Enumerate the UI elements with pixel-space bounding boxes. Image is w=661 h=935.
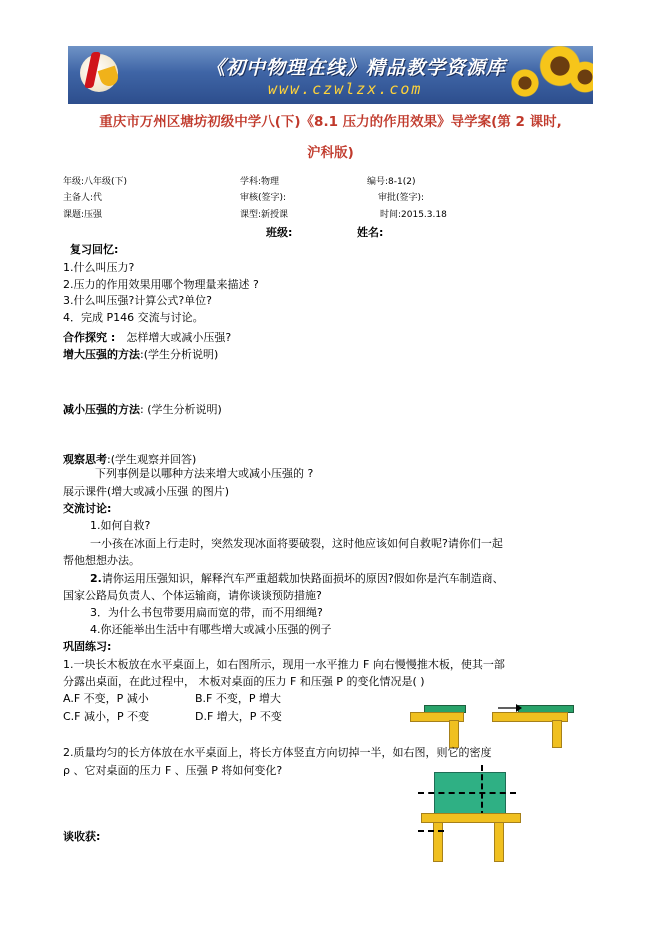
meta-topic: 课题:压强 xyxy=(63,210,103,220)
document-title-line2: 沪科版) xyxy=(307,145,354,161)
practice-p1-a: 1.一块长木板放在水平桌面上，如右图所示，现用一水平推力 F 向右慢慢推木板，使其一部 xyxy=(63,658,505,671)
discussion-q1: 1.如何自救? xyxy=(90,519,151,532)
practice-p2-a: 2.质量均匀的长方体放在水平桌面上，将长方体竖直方向切掉一半，如右图，则它的密度 xyxy=(63,746,492,759)
practice-p2-b: ρ 、它对桌面的压力 F 、压强 P 将如何变化? xyxy=(63,764,283,777)
observe-label: 观察思考 xyxy=(63,453,107,466)
practice-option-d: D.F 增大，P 不变 xyxy=(195,710,282,723)
review-item-4: 4．完成 P146 交流与讨论。 xyxy=(63,311,204,324)
table-leg-left xyxy=(433,822,443,862)
sunflower-icon xyxy=(568,60,593,94)
increase-line xyxy=(63,343,218,362)
table-leg-right xyxy=(494,822,504,862)
discussion-q2-text-b: 国家公路局负责人、个体运输商，请你谈谈预防措施? xyxy=(63,589,322,602)
discussion-q2-text-a: 请你运用压强知识，解释汽车严重超载加快路面损坏的原因?假如你是汽车制造商、 xyxy=(101,572,504,585)
discussion-q1-text-b: 帮他想想办法。 xyxy=(63,554,140,567)
header-banner xyxy=(68,46,593,104)
meta-approver: 审批(签字): xyxy=(378,193,425,203)
meta-time: 时间:2015.3.18 xyxy=(380,210,447,220)
decrease-label: 减小压强的方法 xyxy=(63,403,140,416)
observe-text: :(学生观察并回答) xyxy=(107,453,197,466)
practice-heading: 巩固练习: xyxy=(63,640,112,653)
review-item-1: 1.什么叫压力? xyxy=(63,261,135,274)
push-arrow-icon xyxy=(497,702,523,714)
meta-grade: 年级:八年级(下) xyxy=(63,177,128,187)
review-item-3: 3.什么叫压强?计算公式?单位? xyxy=(63,294,213,307)
sunflower-icon xyxy=(510,68,540,98)
practice-option-a: A.F 不变，P 减小 xyxy=(63,692,149,705)
document-title-line1: 重庆市万州区塘坊初级中学八(下)《8.1 压力的作用效果》导学案(第 2 课时, xyxy=(99,114,562,130)
discussion-heading: 交流讨论: xyxy=(63,502,112,515)
discussion-q3: 3．为什么书包带要用扁而宽的带，而不用细绳? xyxy=(90,606,323,619)
cut-line-horizontal xyxy=(418,792,516,794)
meta-lesson-type: 课型:新授课 xyxy=(240,210,289,220)
meta-author: 主备人:代 xyxy=(63,193,103,203)
cut-line-vertical xyxy=(481,765,483,817)
harvest-heading: 谈收获: xyxy=(63,830,101,843)
discussion-q4: 4.你还能举出生活中有哪些增大或减小压强的例子 xyxy=(90,623,332,636)
reference-dash xyxy=(418,830,444,832)
discussion-q2 xyxy=(90,570,504,586)
banner-title: 《初中物理在线》精品教学资源库 xyxy=(206,57,507,79)
practice-p1-b: 分露出桌面，在此过程中， 木板对桌面的压力 F 和压强 P 的变化情况是( ) xyxy=(63,675,425,688)
observe-line-2: 展示课件(增大或减小压强 的图片) xyxy=(63,485,230,498)
table-leg xyxy=(552,720,562,748)
decrease-text: : (学生分析说明) xyxy=(140,403,222,416)
meta-reviewer: 审核(签字): xyxy=(240,193,287,203)
discussion-q2-number: 2. xyxy=(90,572,102,585)
meta-subject: 学科:物理 xyxy=(240,177,280,187)
increase-text: :(学生分析说明) xyxy=(140,348,219,361)
explore-text: 怎样增大或减小压强? xyxy=(126,331,232,344)
practice-option-c: C.F 减小，P 不变 xyxy=(63,710,150,723)
name-label: 姓名: xyxy=(357,226,384,239)
increase-label: 增大压强的方法 xyxy=(63,348,140,361)
explore-label: 合作探究 : xyxy=(63,331,116,344)
review-heading: 复习回忆: xyxy=(70,243,119,256)
review-item-2: 2.压力的作用效果用哪个物理量来描述 ? xyxy=(63,278,259,291)
decrease-line xyxy=(63,398,222,417)
meta-code: 编号:8-1(2) xyxy=(367,177,416,187)
class-label: 班级: xyxy=(266,226,293,239)
banner-url: www.czwlzx.com xyxy=(268,80,423,98)
practice-option-b: B.F 不变，P 增大 xyxy=(195,692,281,705)
observe-line-1: 下列事例是以哪种方法来增大或减小压强的 ? xyxy=(95,467,314,480)
discussion-q1-text-a: 一小孩在冰面上行走时，突然发现冰面将要破裂，这时他应该如何自救呢?请你们一起 xyxy=(90,537,503,550)
